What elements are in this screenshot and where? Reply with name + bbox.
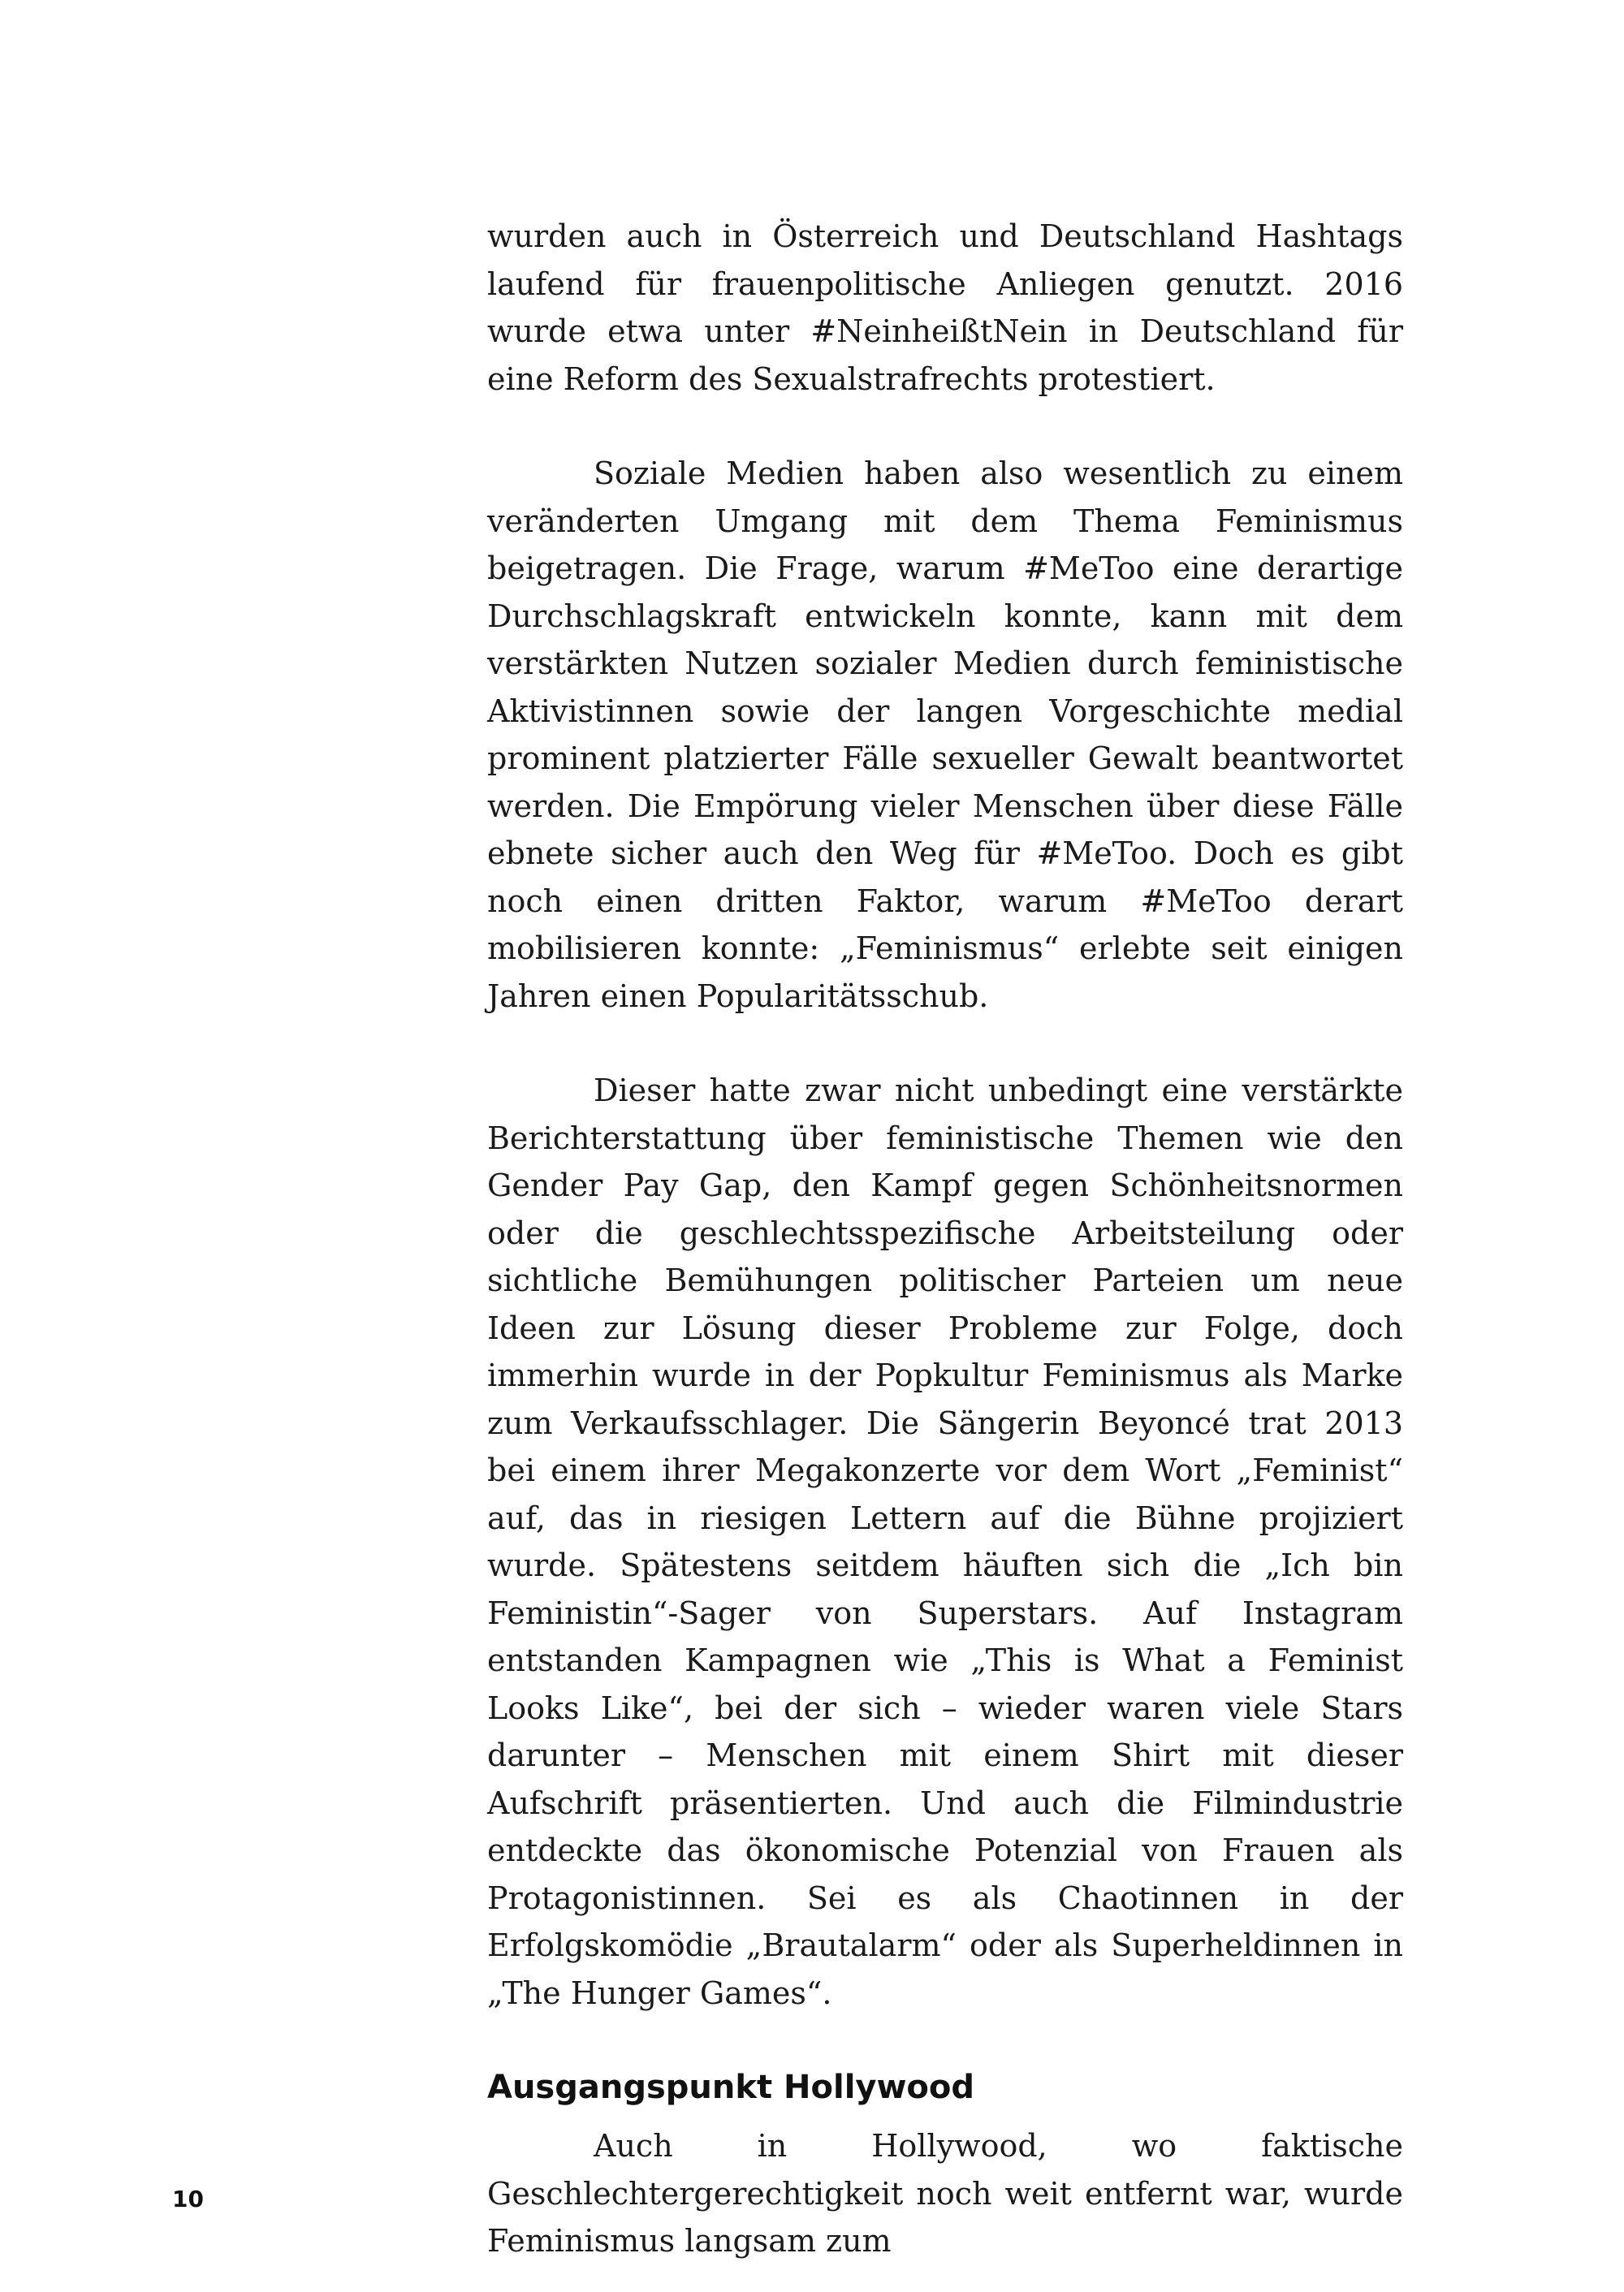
- section-heading: Ausgangspunkt Hollywood: [487, 2069, 975, 2106]
- paragraph-hollywood: Auch in Hollywood, wo faktische Geschlechtergerechtigkeit noch weit entfernt war, wurde Feminismus langsam zum: [487, 2128, 1403, 2259]
- page-number: 10: [172, 2186, 204, 2212]
- paragraph-popularity: Dieser hatte zwar nicht unbedingt eine verstärkte Berichterstattung über feministische Themen wie den Gender Pay Gap, den Kampf gegen Schönheitsnormen oder die geschlechtsspezifische Arbeitsteilung oder sichtliche Bemühungen politischer Parteien um neue Ideen zur Lösung dieser Probleme zur Folge, doch immerhin wurde in der Popkultur Feminismus als Marke zum Verkaufsschlager. Die Sängerin Beyoncé trat 2013 bei einem ihrer Megakonzerte vor dem Wort „Feminist“ auf, das in riesigen Lettern auf die Bühne projiziert wurde. Spätestens seitdem häuften sich die „Ich bin Feministin“-Sager von Superstars. Auf Instagram entstanden Kampagnen wie „This is What a Feminist Looks Like“, bei der sich – wieder waren viele Stars darunter – Menschen mit einem Shirt mit dieser Aufschrift präsentierten. Und auch die Filmindustrie entdeckte das ökonomische Potenzial von Frauen als Protagonistinnen. Sei es als Chaotinnen in der Erfolgskomödie „Brautalarm“ oder als Superheldinnen in „The Hunger Games“.: [487, 1073, 1403, 2011]
- body-text-column: [487, 213, 1403, 2265]
- paragraph-hashtags: wurden auch in Österreich und Deutschland Hashtags laufend für frauenpolitische Anliegen genutzt. 2016 wurde etwa unter #NeinheißtNein in Deutschland für eine Reform des Sexualstrafrechts protestiert.: [487, 218, 1403, 397]
- paragraph-social-media: Soziale Medien haben also wesentlich zu einem veränderten Umgang mit dem Thema Feminismus beigetragen. Die Frage, warum #MeToo eine derartige Durchschlagskraft entwickeln konnte, kann mit dem verstärkten Nutzen sozialer Medien durch feministische Aktivistinnen sowie der langen Vorgeschichte medial prominent platzierter Fälle sexueller Gewalt beantwortet werden. Die Empörung vieler Menschen über diese Fälle ebnete sicher auch den Weg für #MeToo. Doch es gibt noch einen dritten Faktor, warum #MeToo derart mobilisieren konnte: „Feminismus“ erlebte seit einigen Jahren einen Popularitätsschub.: [487, 455, 1403, 1014]
